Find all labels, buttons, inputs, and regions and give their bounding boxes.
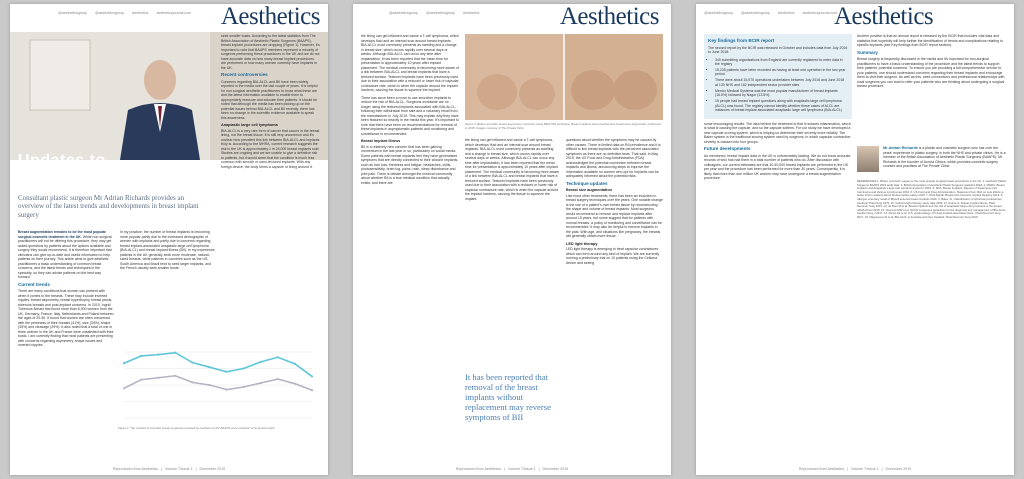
page2-column-2-text — [465, 138, 560, 368]
torso-illustration — [465, 34, 663, 120]
data-point — [260, 382, 262, 384]
data-point — [225, 371, 227, 373]
footer-separator: | — [504, 467, 505, 471]
key-findings-box — [704, 34, 852, 119]
list-item: • Mentor Medical Systems was the most popular manufacturer of breast implants (16.5%) followed by Nagor (13.8%) — [715, 89, 848, 98]
findings-intro: The second report by the BCIR was released in October and includes data from July 2016 to June 2018: — [708, 45, 848, 54]
series-line-1 — [124, 376, 312, 391]
data-point — [123, 362, 125, 364]
footer-separator: | — [881, 467, 883, 471]
intro-paragraph — [18, 230, 114, 280]
data-point — [140, 379, 142, 381]
data-point — [208, 384, 210, 386]
instagram-handle[interactable]: @aestheticsgroup — [95, 11, 125, 15]
summary-body: Breast surgery is frequently discussed in the media and it's important for non-surgical practitioners to have a basic understanding of the procedure and the latest trends to support their patients' potential concerns. To ensure you are providing a full comprehensive service to your patients, one should understand concerns regarding their breast implants and encourage them to visit their surgeon. As well as this, seek connections and professional relationships with local surgeons you can trust to refer your patients who are thinking about undergoing a surgical breast procedure. — [857, 57, 1005, 88]
author-bio-box — [883, 146, 1007, 174]
demographics-body: In my practice, the number of breast implants is becoming more popular partly due to the increased demographic of women with implants and partly due to concerns regarding breast implant-associated anaplastic large cell lymphoma (BIA-ALCL) and breast implant illness (BII). In my experience, patients in the UK generally seek more moderate, natural-sized breasts, while patients in countries such as the US, South America and Brazil tend to seek larger implants, and the French usually seek smaller busts. — [120, 230, 216, 270]
instagram-handle[interactable]: @aestheticsgroup — [741, 11, 771, 15]
list-item: • 340 submitting organisations from England are currently registered to enter data in the registry — [715, 58, 848, 67]
heading-breast-size: Breast size augmentation — [566, 188, 612, 192]
intro-lead: Breast augmentation remains to be the most popular surgical cosmetic treatment in the UK. — [18, 230, 106, 239]
breast-surgery-trend-chart — [118, 346, 318, 424]
heading-future-developments: Future developments — [704, 146, 751, 152]
social-links — [58, 11, 198, 15]
bii-evidence-body: questions about whether the symptoms may be caused by other causes. There is limited data on BII prevalence and it is difficult to link breast implants with the perceived associated symptoms as there are no definitive tests. That said, in May 2019, the US Food and Drug Administration (FDA) acknowledged the potential connection between breast implants and illness, announcing steps to improve the information available so women who opt for implants can be adequately informed about the potential risks. — [566, 138, 661, 178]
data-point — [191, 361, 193, 363]
footer-separator: | — [538, 467, 540, 471]
controversies-body: Concerns regarding BIA-ALCL and BII have been widely reported in the media over the last couple of years. It is helpful for non-surgical aesthetic practitioners to know what these are and the latest information available to enable them to appropriately reassure and educate their patients. It should be noted that although the media has been picking up on the potential issues behind BIA-ALCL and BII recently, there has been no change in the scientific evidence available to speak this awareness. — [221, 79, 318, 120]
footer-date: December 2019 — [199, 467, 226, 471]
title-line-2: Breast Augmentation — [18, 169, 189, 186]
aesthetics-logo: Aesthetics — [220, 4, 320, 30]
breast-size-body: Like most other treatments, there has been an evolution in breast surgery techniques over the years. One notable change is the use of a patient's own breast tissue by reconstructing the shape and volume of breast implants. Most surgeons would recommend to remove and replace implants after around 15 years, but some suggest that for patients with normal breasts, a policy of monitoring and surveillance can be recommended. It may also be helpful to remove implants in the past. With age, and situations like pregnancy, the breasts will generally obtain more tissue. — [566, 193, 663, 238]
future-developments-body: As mentioned, breast implant data in the UK is unfortunately lacking. We do not know accurate records of who has had them in a total number of patients who do. After discussion with colleagues, our current estimates are that 30-40,000 breast implants are performed in the UK per year and the procedure has been performed for more than 30 years. Consequently, it is likely that more than one million UK women may have undergone a breast augmentation procedure. — [704, 153, 851, 181]
author-name: Mr Adrian Richards — [883, 146, 918, 150]
heading-key-findings: Key findings from BCIR report — [708, 38, 775, 43]
footer-source: Reproduced from Aesthetics — [112, 467, 159, 471]
data-point — [208, 366, 210, 368]
bcir-report-body: Another positive is that an annual report is released by the BCIR that includes vital data and statistics that hopefully will help further the identification of trends and complications relating to specific implants (see Key findings from BCIR report section). — [857, 34, 1003, 47]
twitter-handle[interactable]: @aestheticsgroup — [389, 11, 419, 15]
page3-column-2 — [857, 34, 1007, 144]
page1-column-3 — [221, 34, 320, 342]
data-point — [243, 386, 245, 388]
masthead — [18, 4, 320, 30]
data-point — [174, 375, 176, 377]
series-line-0 — [124, 353, 312, 377]
page-footer — [696, 467, 1014, 471]
footer-date: December 2019 — [542, 467, 569, 471]
fda-body: the lining can get inflamed and cause a T-cell lymphoma, which develops fluid and an internal scar around breast implants. BIA-ALCL most commonly presents as swelling and a change in breast size, which occurs rapidly over several days or weeks. Although BIA-ALCL can occur any time after implantation, it has been reported that the mean time for presentation is approximately 10 years after implant placement. The medical community is becoming more aware of a link between BIA-ALCL and breast implants that have a textured surface. Textured implants have been previously used due to their association with a reduced or lower risk of capsular contracture rate, which is when the capsule around the implant hardens, causing the tissue to squeeze the implant. — [465, 138, 560, 201]
aesthetics-logo: Aesthetics — [834, 4, 934, 30]
instagram-handle[interactable]: @aestheticsgroup — [426, 11, 456, 15]
data-point — [277, 356, 279, 358]
baaps-statistics-body: seek smaller busts. According to the latest statistics from The British Association of Aesthetic Plastic Surgeons (BAAPS), breast implant procedures are dropping (Figure 1). However, it's important to note that BAAPS members represent a minority of surgeons performing these procedures in the UK and we do not have accurate data on how many breast implant procedures are performed or how many women currently have implants in the UK. — [221, 34, 320, 70]
bii-body: BII is a relatively new concern that has been gaining momentum in the last year or so, particularly on social media. Some patients with breast implants feel they have generalised symptoms that are directly connected to their silicone implants, such as hair loss, tiredness and fatigue, headaches, chills, photosensitivity, brain fog, pains, rash, sleep disturbance and joint pain. There is debate amongst the medical community about whether BII is a true medical condition that actually exists, and there are — [361, 144, 459, 185]
social-links — [704, 11, 844, 15]
footer-source: Reproduced from Aesthetics — [455, 467, 502, 471]
data-point — [260, 361, 262, 363]
masthead — [704, 4, 1006, 30]
page-footer — [10, 467, 328, 471]
page3-column-1 — [704, 34, 852, 458]
footer-issue: Volume 7/Issue 1 — [508, 467, 536, 471]
capsule-scoring-body: some encouraging results. The idea behind the treatment is that it reduces inflammation, which is what is causing the capsule, and so the capsule softens. For our study we have developed a new capsule scoring system, which is helping us determine their severity more reliably. The Baker system is the traditional scoring system used by surgeons, in which capsular contraction severity is classed into four groups. — [704, 121, 851, 144]
heading-summary: Summary — [857, 49, 878, 55]
data-point — [277, 378, 279, 380]
references-list: REFERENCES 1. Mintel, Cosmetic surgery is the most popular surgical breast procedures in the UK. 2. Aesthetic Plastic Surgeons BAAPS 2019 audit data. 3. British Association of Aesthetic Plastic Surgeons statistics 2018. 4. MHRA, Breast implants and Anaplastic Large Cell Lymphoma (ALCL) 2019. 5. FDA, Breast Implants: Reports of Squamous Cell Carcinoma and Various Lymphomas 2019. 6. US Food and Drug Administration, Statement from FDA on new efforts to better inform patients about breast implant safety 2019. 7. NHS Digital, Breast and Cosmetic Implant Registry 2019. 8. Allergan voluntary recall of Biocell textured breast implants 2019. 9. Baker JL, Classification of spherical contractures, Aesthetic Plast Surg 1975. 10. Celluma light therapy study data 2019. 11. Keane G, Breast implant illness, Plast Reconstr Surg 2019. 12. de Boer M et al, Breast implants and the risk of anaplastic large-cell lymphoma in the breast, JAMA Oncol 2018. 13. Clemens MW et al, NCCN consensus guidelines for the diagnosis and management of BIA-ALCL, Aesthet Surg J 2017. 14. Doren EL et al, U.S. epidemiology of breast implant-associated ALCL, Plast Reconstr Surg 2017. 15. Magnusson M et al, BIA-ALCL in Australia and New Zealand, Plast Reconstr Surg 2019. — [857, 180, 1007, 219]
current-trends-body: There are many conditions that women can present with when it comes to the breasts. These may include inverted nipples, breast asymmetry, breast hypertrophy, breast ptosis, tuberous breasts and post-implant concerns. In 2019, Ingrid Tuberous Breast trial found more than 6,000 women from the UK, Germany, France, Italy, Netherlands and Poland between the ages of 20-50. It found that women are often concerned with the perkiness of their breasts (41%), size (34%), shape (30%) and cleavage (29%). It also noted that a total of one in three women in the UK and France were unsatisfied with their busts. I am currently finding that most patients are presenting with concerns regarding asymmetry, shape issues and inverted nipples. — [18, 289, 114, 347]
social-links — [389, 11, 486, 15]
page-footer — [353, 467, 671, 471]
website-link[interactable]: aestheticsjournal.com — [156, 11, 192, 15]
author-headshot — [857, 146, 879, 172]
footer-separator: | — [847, 467, 848, 471]
data-point — [311, 389, 313, 391]
chart-svg — [118, 346, 318, 424]
data-point — [157, 354, 159, 356]
heading-breast-implant-illness: Breast implant illness — [361, 139, 401, 143]
list-item: • 15 people had breast implant questions along with anaplastic large cell lymphoma (ALCL) was found. The registry cannot identify whether these cases of ALCL are instances of breast implant associated anaplastic large cell lymphoma (BIA-ALCL) — [715, 99, 848, 113]
website-link[interactable]: aestheticsjournal.com — [802, 11, 838, 15]
page-3 — [696, 4, 1014, 475]
facebook-handle[interactable]: Aesthetics — [131, 11, 149, 15]
data-point — [294, 383, 296, 385]
data-point — [191, 381, 193, 383]
heading-technique-updates: Technique updates — [566, 180, 608, 186]
figure-2-caption: Figure 2: Before and after breast asymmetry correction using MENTOR technique. Breast implants were inserted and breast were augmented, performed in 2018. Images courtesy of The Private Clinic — [465, 122, 661, 130]
aesthetics-logo: Aesthetics — [559, 4, 659, 30]
twitter-handle[interactable]: @aestheticsgroup — [58, 11, 88, 15]
masthead — [361, 4, 663, 30]
heading-current-trends: Current trends — [18, 281, 50, 287]
page1-column-2 — [120, 230, 216, 342]
page1-column-1 — [18, 230, 114, 460]
footer-separator: | — [161, 467, 162, 471]
alcl-body: BIA-ALCL is a very rare form of cancer that occurs in the breast lining, not the breast tissue. It is still very uncommon and it's unclear how prevalent this link between BIA-ALCL and implants truly is. According to the MHRA, current research suggests the risk in the UK is approximately 1 in 24,000 breast implants sold. Studies are ongoing and we are unable to give a definitive risk to patients, but it would seem that the condition is much less common with smooth or nano-textured implants. With any foreign device, the body forms a capsule or lining around it. — [221, 128, 320, 169]
pull-quote: It has been reported that removal of the breast implants without replacement may reverse symptoms of BII — [465, 372, 551, 422]
twitter-handle[interactable]: @aestheticsgroup — [704, 11, 734, 15]
data-point — [140, 355, 142, 357]
page2-column-1 — [361, 34, 459, 334]
footer-issue: Volume 7/Issue 1 — [851, 467, 879, 471]
heading-led-therapy: LED light therapy — [566, 241, 598, 246]
heading-alcl: Anaplastic large cell lymphoma — [221, 123, 278, 127]
facebook-handle[interactable]: Aesthetics — [777, 11, 795, 15]
list-item: • 15,235 patients have been recorded as having at least one operation in the two year period — [715, 68, 848, 77]
facebook-handle[interactable]: Aesthetics — [462, 11, 480, 15]
heading-recent-controversies: Recent controversies — [221, 72, 268, 77]
intro-body: While non-surgical practitioners will not be offering this procedure, they may get asked questions by patients about the options available and surgery they would recommend. It is therefore important that clinicians can give up-to-date and useful information to help patients on their journey. This article aims to give aesthetic practitioners a basic understanding of common breast concerns, and the latest trends and techniques in the specialty, so they can advise patients on the best way forward. — [18, 234, 112, 279]
before-after-photo — [465, 34, 663, 120]
list-item: • There were about 15,570 operations undertaken between July 2016 and June 2018 at 130 NHS and 162 independent sector provider sites — [715, 78, 848, 87]
title-line-1: Updates to — [18, 152, 106, 169]
led-therapy-body: LED light therapy is emerging to treat capsular contractures which can form around any kind of implant. We are currently running a preliminary trial on 10 patients using the Celluma device and seeing — [566, 247, 660, 265]
page-1 — [10, 4, 328, 475]
page-2 — [353, 4, 671, 475]
author-bio: is a plastic and cosmetic surgeon who has over ten years' experience in plastic surgery, in both the NHS and private clinics. He is a member of the British Association of Aesthetic Plastic Surgeons (BAAPS). Mr Richards is the founder of Aurora Clinics, which provides cosmetic surgery courses and practises at The Private Clinic. — [883, 146, 1006, 168]
data-point — [157, 377, 159, 379]
footer-issue: Volume 7/Issue 1 — [165, 467, 193, 471]
article-standfirst: Consultant plastic surgeon Mr Adrian Richards provides an overview of the latest trends and developments in breast implant surgery — [18, 194, 199, 219]
data-point — [174, 352, 176, 354]
footer-source: Reproduced from Aesthetics — [798, 467, 845, 471]
textured-implants-body: There has since been a move to use smoother implants to reduce the risk of BIA-ALCL. Surgeons worldwide are no longer using the textured implants associated with BIA-ALCL, following their withdrawal from sale and a voluntary recall from the manufacturer in July 2019. This may explain why they have been featured so heavily in the media this year. It's important to note that there have been no recommendations for removal of these implants in asymptomatic patients and monitoring and surveillance is recommended. — [361, 95, 459, 136]
footer-date: December 2019 — [885, 467, 912, 471]
footer-separator: | — [195, 467, 197, 471]
alcl-continued-body: the lining can get inflamed and cause a T-cell lymphoma, which develops fluid and an internal scar around breast implants. BIA-ALCL most commonly presents as swelling and a change in breast size, which occurs rapidly over several days or weeks. Although BIA-ALCL can occur any time after implantation, it has been reported that the mean time for presentation is approximately 10 years after implant placement. The medical community is becoming more aware of a link between BIA-ALCL and breast implants that have a textured surface. Textured implants have been previously used due to their association with a reduced or lower risk of capsular contracture rate, which is when the capsule around the implant hardens, causing the tissue to squeeze the implant. — [361, 34, 459, 92]
article-title — [18, 152, 189, 186]
figure-1-caption: Figure 1: The number of cosmetic breast surgeries recorded by members of the BAAPS since inception of its annual report — [118, 426, 275, 430]
data-point — [311, 375, 313, 377]
data-point — [294, 363, 296, 365]
page2-column-3 — [566, 138, 663, 458]
data-point — [123, 387, 125, 389]
data-point — [225, 389, 227, 391]
findings-list — [708, 58, 848, 113]
data-point — [243, 367, 245, 369]
